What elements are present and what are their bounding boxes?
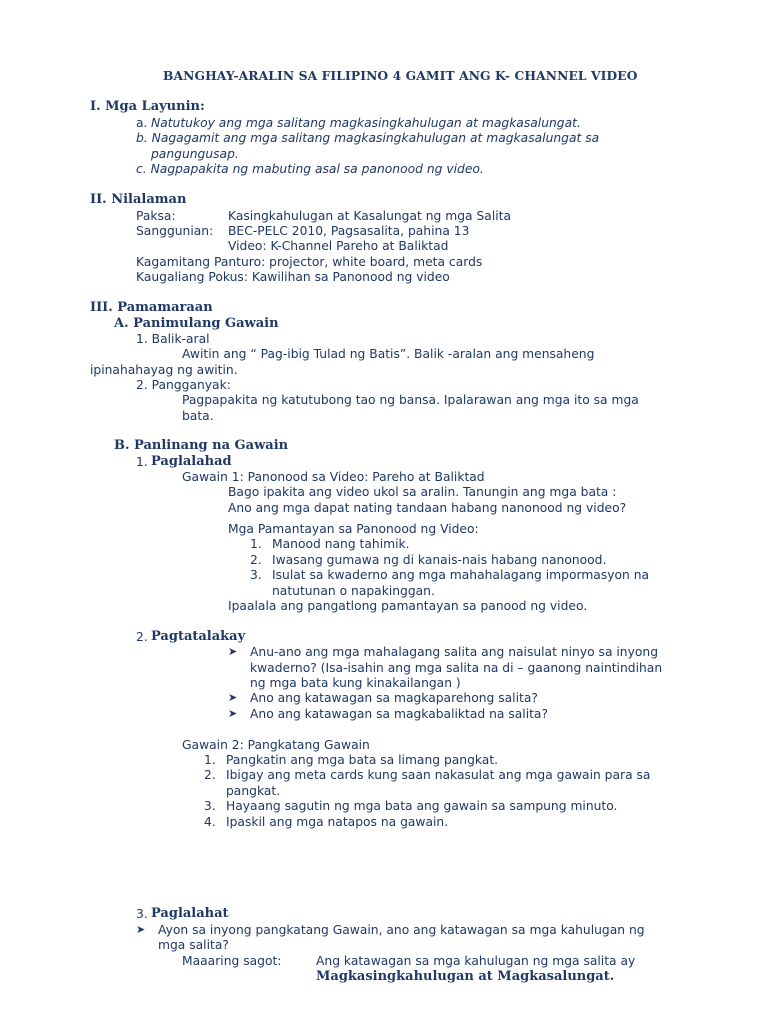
paglalahad-number: 1. xyxy=(136,455,148,469)
objective-a-marker: a. xyxy=(136,116,148,130)
pamantayan-3-number: 3. xyxy=(250,568,262,582)
pangganyak-label: 2. Pangganyak: xyxy=(136,378,231,392)
maaaring-sagot-label: Maaaring sagot: xyxy=(182,954,282,968)
section-3-heading: III. Pamamaraan xyxy=(90,300,213,315)
sanggunian-value-2: Video: K-Channel Pareho at Baliktad xyxy=(228,239,449,253)
arrow-bullet-icon: ➤ xyxy=(228,707,238,720)
tanong-1-line2: kwaderno? (Isa-isahin ang mga salita na di – gaanong naintindihan xyxy=(250,661,663,675)
sagot-line2: Magkasingkahulugan at Magkasalungat. xyxy=(316,969,615,984)
paglalahad-label: Paglalahad xyxy=(151,454,232,469)
pamantayan-3-text-line1: Isulat sa kwaderno ang mga mahahalagang impormasyon na xyxy=(272,568,650,582)
objective-c: c. Nagpapakita ng mabuting asal sa panonood ng video. xyxy=(136,162,484,176)
pamantayan-2-text: Iwasang gumawa ng di kanais-nais habang nanonood. xyxy=(272,553,607,567)
section-1-heading: I. Mga Layunin: xyxy=(90,99,205,114)
gawain-2-title: Gawain 2: Pangkatang Gawain xyxy=(182,738,370,752)
sanggunian-label: Sanggunian: xyxy=(136,224,214,238)
tanong-1-line3: ng mga bata kung kinakailangan ) xyxy=(250,676,461,690)
arrow-bullet-icon: ➤ xyxy=(228,645,238,658)
objective-a: Natutukoy ang mga salitang magkasingkahulugan at magkasalungat. xyxy=(151,116,581,130)
subsection-a-heading: A. Panimulang Gawain xyxy=(114,316,279,331)
objective-b-line2: pangungusap. xyxy=(151,147,239,161)
pangganyak-line2: bata. xyxy=(182,409,214,423)
gawain-2-item-3-text: Hayaang sagutin ng mga bata ang gawain sa sampung minuto. xyxy=(226,799,618,813)
document-title: BANGHAY-ARALIN SA FILIPINO 4 GAMIT ANG K- CHANNEL VIDEO xyxy=(163,68,638,83)
bago-line2: Ano ang mga dapat nating tandaan habang nanonood ng video? xyxy=(228,501,627,515)
objective-b-line1: b. Nagagamit ang mga salitang magkasingkahulugan at magkasalungat sa xyxy=(136,131,600,145)
pangganyak-line1: Pagpapakita ng katutubong tao ng bansa. Ipalarawan ang mga ito sa mga xyxy=(182,393,639,407)
pamantayan-2-number: 2. xyxy=(250,553,262,567)
gawain-2-item-4-text: Ipaskil ang mga natapos na gawain. xyxy=(226,815,449,829)
paglalahat-label: Paglalahat xyxy=(151,906,229,921)
arrow-bullet-icon: ➤ xyxy=(228,691,238,704)
pagtatalakay-label: Pagtatalakay xyxy=(151,629,246,644)
gawain-2-item-3-number: 3. xyxy=(204,799,216,813)
pagtatalakay-number: 2. xyxy=(136,630,148,644)
sanggunian-value-1: BEC-PELC 2010, Pagsasalita, pahina 13 xyxy=(228,224,470,238)
pamantayan-1-number: 1. xyxy=(250,537,262,551)
tanong-3: Ano ang katawagan sa magkabaliktad na salita? xyxy=(250,707,548,721)
pamantayan-1-text: Manood nang tahimik. xyxy=(272,537,410,551)
tanong-2: Ano ang katawagan sa magkaparehong salita? xyxy=(250,691,538,705)
balik-aral-label: 1. Balik-aral xyxy=(136,332,210,346)
gawain-2-item-1-text: Pangkatin ang mga bata sa limang pangkat. xyxy=(226,753,499,767)
tanong-1-line1: Anu-ano ang mga mahalagang salita ang naisulat ninyo sa inyong xyxy=(250,645,659,659)
sagot-line1: Ang katawagan sa mga kahulugan ng mga salita ay xyxy=(316,954,636,968)
paglalahat-question-line1: Ayon sa inyong pangkatang Gawain, ano ang katawagan sa mga kahulugan ng xyxy=(158,923,645,937)
paglalahat-question-line2: mga salita? xyxy=(158,938,229,952)
paksa-value: Kasingkahulugan at Kasalungat ng mga Salita xyxy=(228,209,512,223)
gawain-2-item-4-number: 4. xyxy=(204,815,216,829)
pamantayan-heading: Mga Pamantayan sa Panonood ng Video: xyxy=(228,522,479,536)
pamantayan-3-text-line2: natutunan o napakinggan. xyxy=(272,584,435,598)
subsection-b-heading: B. Panlinang na Gawain xyxy=(114,438,289,453)
kaugaliang-pokus: Kaugaliang Pokus: Kawilihan sa Panonood ng video xyxy=(136,270,450,284)
paglalahat-number: 3. xyxy=(136,907,148,921)
gawain-2-item-2-line1: Ibigay ang meta cards kung saan nakasulat ang mga gawain para sa xyxy=(226,768,651,782)
paksa-label: Paksa: xyxy=(136,209,176,223)
section-2-heading: II. Nilalaman xyxy=(90,192,187,207)
gawain-2-item-2-number: 2. xyxy=(204,768,216,782)
bago-line1: Bago ipakita ang video ukol sa aralin. Tanungin ang mga bata : xyxy=(228,485,617,499)
ipaalala-text: Ipaalala ang pangatlong pamantayan sa panood ng video. xyxy=(228,599,588,613)
gawain-2-item-2-line2: pangkat. xyxy=(226,784,281,798)
kagamitang-panturo: Kagamitang Panturo: projector, white board, meta cards xyxy=(136,255,483,269)
balik-aral-line1: Awitin ang “ Pag-ibig Tulad ng Batis”. Balik -aralan ang mensaheng xyxy=(182,347,595,361)
gawain-2-item-1-number: 1. xyxy=(204,753,216,767)
gawain-1-title: Gawain 1: Panonood sa Video: Pareho at Baliktad xyxy=(182,470,485,484)
arrow-bullet-icon: ➤ xyxy=(136,923,146,936)
balik-aral-line2: ipinahahayag ng awitin. xyxy=(90,363,238,377)
